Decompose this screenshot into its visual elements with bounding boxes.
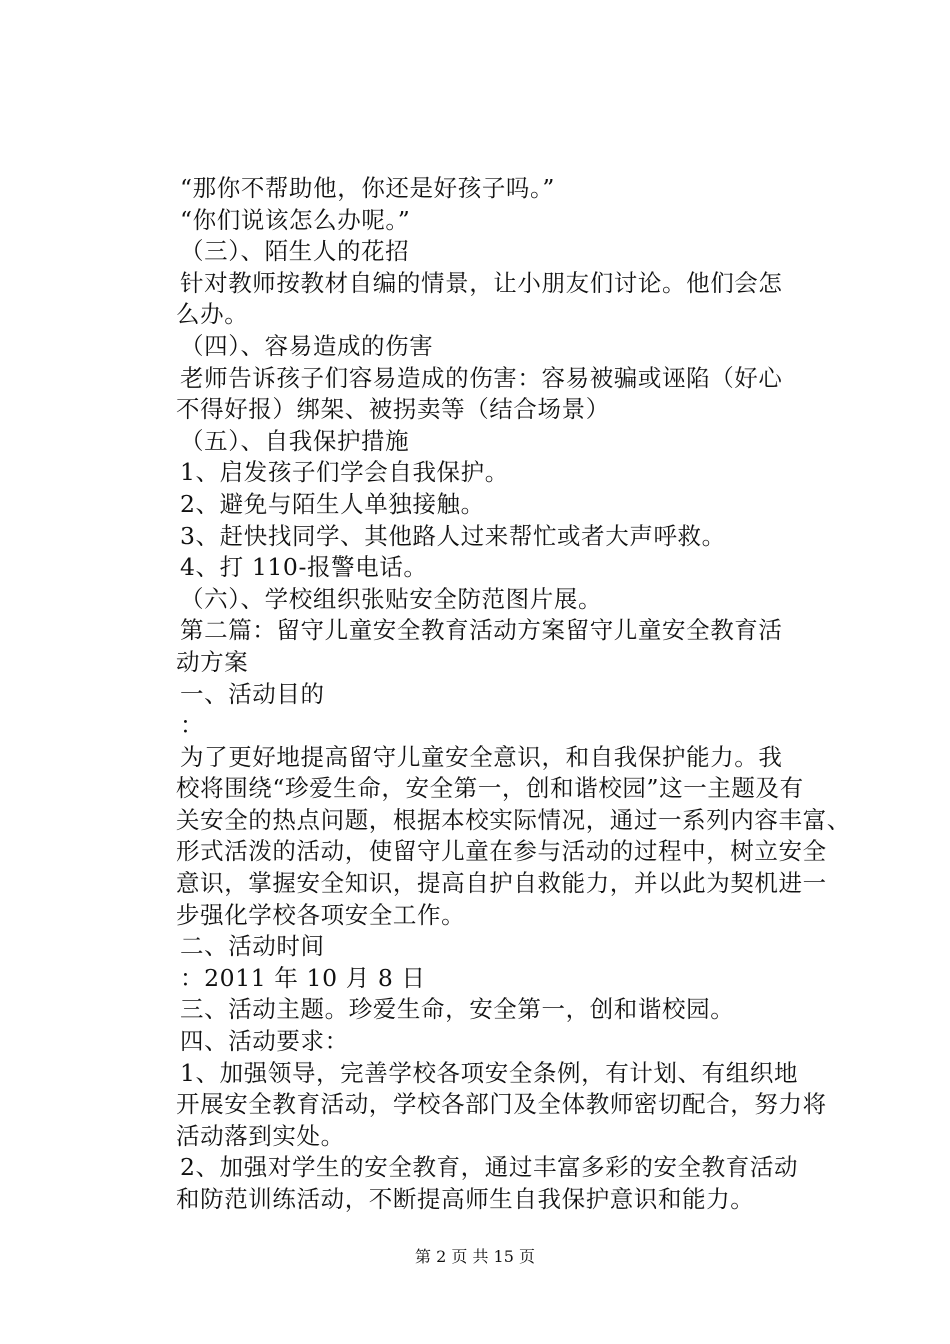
section-heading: （六）、学校组织张贴安全防范图片展。 <box>180 584 603 613</box>
section-heading: 一、活动目的 <box>180 679 325 708</box>
list-item: 2、加强对学生的安全教育，通过丰富多彩的安全教育活动 <box>180 1153 799 1182</box>
text-line: 关安全的热点问题，根据本校实际情况，通过一系列内容丰富、 <box>176 805 851 834</box>
section-heading: （四）、容易造成的伤害 <box>180 331 434 360</box>
text-line: 为了更好地提高留守儿童安全意识，和自我保护能力。我 <box>180 742 783 771</box>
text-line: 和防范训练活动，不断提高师生自我保护意识和能力。 <box>176 1185 755 1213</box>
text-line: 开展安全教育活动，学校各部门及全体教师密切配合，努力将 <box>176 1090 827 1119</box>
text-line: ：2011 年 10 月 8 日 <box>180 963 426 992</box>
chapter-title: 动方案 <box>176 647 249 676</box>
chapter-title: 第二篇：留守儿童安全教育活动方案留守儿童安全教育活 <box>180 616 783 645</box>
page-number-footer: 第 2 页 共 15 页 <box>415 1247 535 1266</box>
list-item: 2、避免与陌生人单独接触。 <box>180 489 485 518</box>
section-heading: （三）、陌生人的花招 <box>180 237 410 266</box>
section-heading: 三、活动主题。珍爱生命，安全第一，创和谐校园。 <box>180 995 735 1024</box>
list-item: 1、启发孩子们学会自我保护。 <box>180 458 509 487</box>
text-line: 针对教师按教材自编的情景，让小朋友们讨论。他们会怎 <box>180 268 783 297</box>
text-line: 不得好报）绑架、被拐卖等（结合场景） <box>176 395 610 424</box>
section-heading: 二、活动时间 <box>180 932 325 961</box>
document-body <box>176 173 851 1216</box>
list-item: 3、赶快找同学、其他路人过来帮忙或者大声呼救。 <box>180 521 726 550</box>
text-line: 意识，掌握安全知识，提高自护自救能力，并以此为契机进一 <box>176 869 827 898</box>
section-heading: （五）、自我保护措施 <box>180 426 410 455</box>
text-line: 步强化学校各项安全工作。 <box>176 900 466 929</box>
section-heading: 四、活动要求： <box>180 1027 349 1056</box>
text-line: 老师告诉孩子们容易造成的伤害：容易被骗或诬陷（好心 <box>180 363 783 392</box>
list-item: 1、加强领导，完善学校各项安全条例，有计划、有组织地 <box>180 1058 799 1087</box>
text-line: 形式活泼的活动，使留守儿童在参与活动的过程中，树立安全 <box>176 837 827 866</box>
text-line: “你们说该怎么办呢。” <box>180 205 411 234</box>
text-line: “那你不帮助他，你还是好孩子吗。” <box>180 174 555 202</box>
list-item: 4、打 110-报警电话。 <box>180 553 428 582</box>
text-line: 么办。 <box>176 300 249 329</box>
text-line: ： <box>180 711 204 740</box>
text-line: 校将围绕“珍爱生命，安全第一，创和谐校园”这一主题及有 <box>176 774 804 803</box>
text-line: 活动落到实处。 <box>176 1121 345 1150</box>
